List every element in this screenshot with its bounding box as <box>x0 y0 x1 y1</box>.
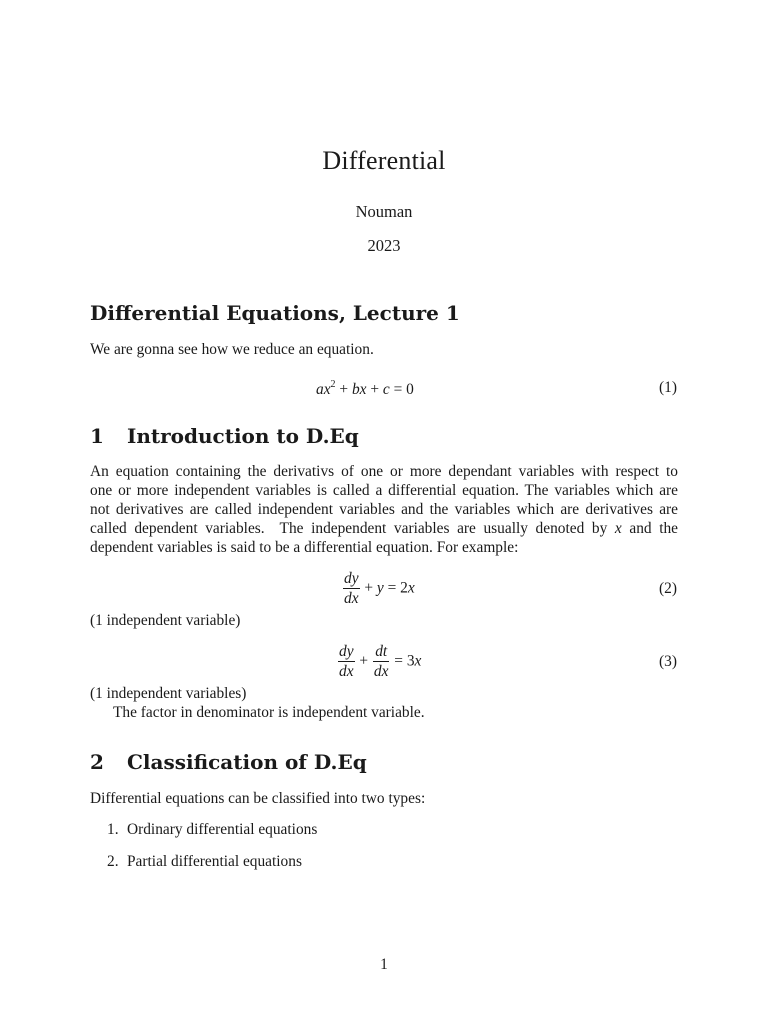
eq1-x: x <box>323 381 331 398</box>
eq2-y: y <box>376 579 384 597</box>
eq3-numerator-1: dy <box>339 643 354 660</box>
eq1-plus2: + <box>366 381 383 398</box>
list-item-label: 1. <box>107 821 119 838</box>
eq2-equals: = <box>383 579 401 597</box>
note-1: (1 independent variable) <box>90 612 241 629</box>
eq2-plus: + <box>360 579 377 597</box>
list-item <box>107 821 317 839</box>
eq1-zero: 0 <box>406 381 414 398</box>
eq1-exponent: 2 <box>330 379 336 390</box>
eq3-numerator-2: dt <box>373 642 390 662</box>
lecture-heading: Differential Equations, Lecture 1 <box>90 301 460 325</box>
paragraph-line-1: An equation containing the derivativs of one or more dependant variables with respect to <box>90 463 678 480</box>
eq3-plus: + <box>355 652 372 670</box>
eq2-rhs-var: x <box>407 579 415 597</box>
section-2-number: 2 <box>90 750 104 774</box>
eq3-rhs-var: x <box>414 652 422 670</box>
document-date: 2023 <box>367 236 401 255</box>
equation-2 <box>342 569 415 608</box>
eq3-fraction-1 <box>338 642 355 681</box>
section-2-title: Classification of D.Eq <box>127 750 367 774</box>
equation-1-number: (1) <box>659 379 677 396</box>
paragraph-line-5: dependent variables is said to be a differential equation. For example: <box>90 538 519 556</box>
eq1-x2: x <box>359 381 367 398</box>
eq3-denominator-1: dx <box>339 663 354 680</box>
intro-paragraph: We are gonna see how we reduce an equation. <box>90 341 374 358</box>
eq2-rhs: 2 <box>400 579 408 597</box>
eq1-equals: = <box>389 381 407 398</box>
eq2-fraction <box>343 569 360 608</box>
eq3-equals: = <box>390 652 407 670</box>
eq3-denominator-2: dx <box>373 663 389 680</box>
paragraph-line-4 <box>90 520 678 539</box>
list-item-text: Partial differential equations <box>127 853 302 870</box>
list-item <box>107 853 302 871</box>
paragraph-line-2: one or more independent variables is called a differential equation. The variables which are <box>90 481 678 499</box>
list-item-label: 2. <box>107 853 119 870</box>
list-item-text: Ordinary differential equations <box>127 821 318 838</box>
section-1-paragraph <box>90 463 678 558</box>
eq3-fraction-2 <box>373 642 390 681</box>
equation-3 <box>337 642 421 681</box>
eq1-a: a <box>316 381 324 398</box>
section-2-paragraph: Differential equations can be classified into two types: <box>90 790 426 807</box>
paragraph-line-3: not derivatives are called independent variables and the variables which are derivatives are <box>90 500 678 518</box>
page-number: 1 <box>380 956 388 973</box>
eq2-numerator: dy <box>344 570 359 587</box>
section-1-title: Introduction to D.Eq <box>127 424 359 448</box>
section-1-number: 1 <box>90 424 104 448</box>
equation-1 <box>316 379 414 399</box>
document-author: Nouman <box>355 202 413 221</box>
section-1-heading <box>90 424 359 448</box>
eq2-denominator: dx <box>344 590 359 607</box>
eq3-rhs: 3 <box>406 652 415 670</box>
document-title: Differential <box>322 146 446 175</box>
equation-3-number: (3) <box>659 653 677 670</box>
line4-before: called dependent variables. The independent variables are usually denoted by <box>90 519 615 537</box>
eq1-plus1: + <box>335 381 352 398</box>
eq1-c: c <box>382 381 390 398</box>
note-3: The factor in denominator is independent variable. <box>113 704 425 721</box>
section-2-heading <box>90 750 367 774</box>
eq1-b: b <box>351 381 360 398</box>
note-2: (1 independent variables) <box>90 685 247 702</box>
equation-2-number: (2) <box>659 580 677 597</box>
line4-var: x <box>614 519 622 537</box>
line4-after: and the <box>621 519 678 537</box>
